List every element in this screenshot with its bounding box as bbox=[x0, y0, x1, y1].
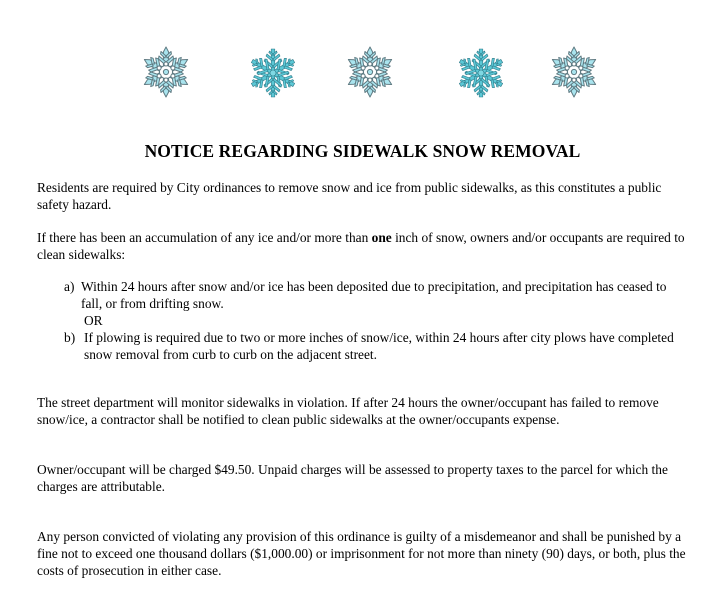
list-marker: b) bbox=[64, 330, 76, 345]
or-separator: OR bbox=[84, 313, 103, 328]
requirement-text-start: If there has been an accumulation of any ice and/or more than bbox=[37, 230, 372, 245]
requirement-text-end: inch of snow, owners and/or occupants are required to clean sidewalks: bbox=[37, 230, 685, 262]
list-marker: a) bbox=[64, 279, 75, 294]
snowflake-icon bbox=[341, 43, 399, 101]
penalty-paragraph: Any person convicted of violating any provision of this ordinance is guilty of a misdemeanor and shall be punished by a fine not to exceed one thousand dollars ($1,000.00) or imprisonment for not more than ninety (90) days, or both, plus the costs of prosecution in either case. bbox=[37, 529, 686, 578]
page-title: NOTICE REGARDING SIDEWALK SNOW REMOVAL bbox=[144, 141, 581, 161]
snowflake-banner bbox=[0, 0, 725, 120]
requirement-emphasis: one bbox=[371, 230, 392, 245]
requirement-paragraph bbox=[37, 229, 687, 263]
charges-paragraph: Owner/occupant will be charged $49.50. Unpaid charges will be assessed to property taxes to the parcel for which the charges are attributable. bbox=[37, 462, 668, 494]
list-item-text: If plowing is required due to two or more inches of snow/ice, within 24 hours after city plows have completed snow removal from curb to curb on the adjacent street. bbox=[84, 330, 674, 362]
snowflake-icon bbox=[452, 44, 510, 102]
snowflake-icon bbox=[545, 43, 603, 101]
snowflake-icon bbox=[137, 43, 195, 101]
list-item-text: Within 24 hours after snow and/or ice has been deposited due to precipitation, and precipitation has ceased to fall, or from drifting snow. bbox=[81, 279, 667, 311]
snowflake-icon bbox=[244, 44, 302, 102]
intro-paragraph: Residents are required by City ordinances to remove snow and ice from public sidewalks, as this constitutes a public safety hazard. bbox=[37, 180, 662, 212]
monitoring-paragraph: The street department will monitor sidewalks in violation. If after 24 hours the owner/occupant has failed to remove snow/ice, a contractor shall be notified to clean public sidewalks at the owner/occupants expense. bbox=[37, 395, 659, 427]
